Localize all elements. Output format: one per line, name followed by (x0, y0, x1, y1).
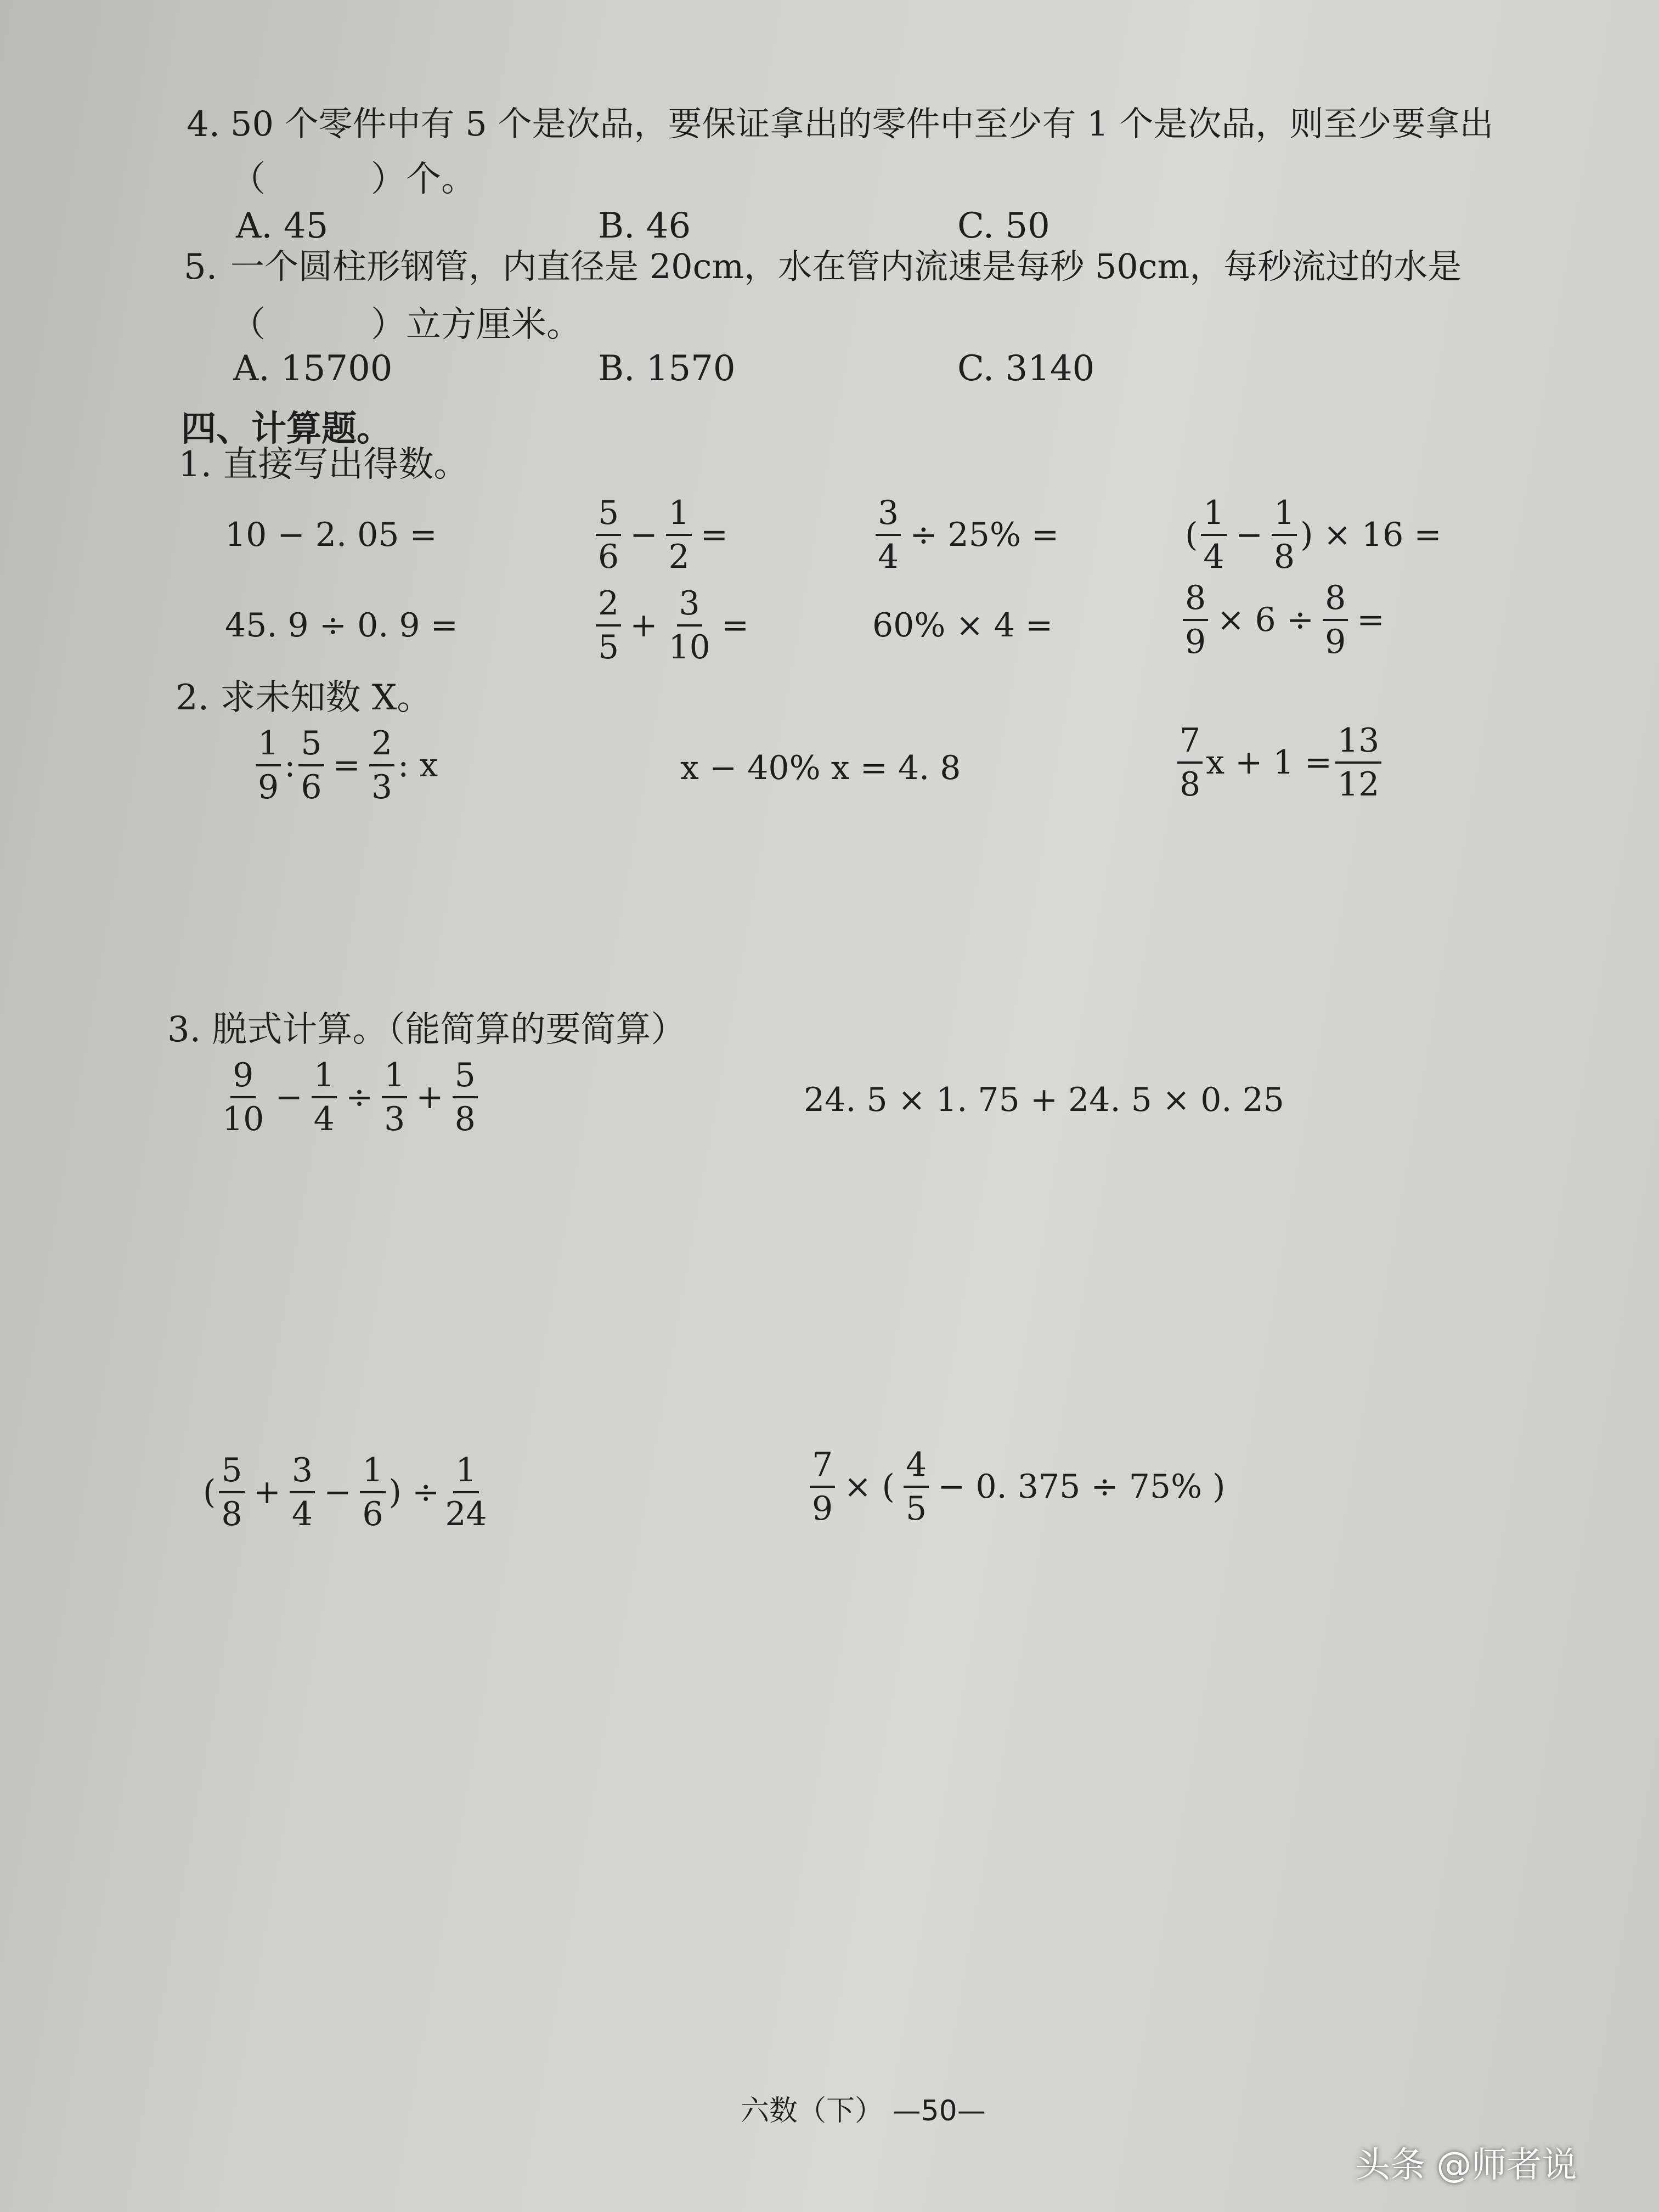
fraction (360, 1451, 385, 1533)
question-5-option-b: B. 1570 (598, 348, 736, 389)
denominator: 12 (1337, 765, 1380, 804)
calc-1-8 (1180, 579, 1390, 661)
fraction (596, 494, 621, 576)
numerator: 2 (596, 587, 621, 627)
question-4-blank: （ ）个。 (230, 159, 476, 200)
numerator: 1 (1201, 496, 1226, 536)
equation-2-3 (1174, 721, 1385, 804)
calc-1-6 (592, 584, 754, 667)
fraction (1183, 579, 1208, 661)
calc-1-3 (872, 494, 1064, 576)
numerator: 3 (876, 496, 901, 536)
problem-3-2 (804, 1081, 1284, 1119)
fraction (1272, 494, 1297, 576)
numerator: 5 (219, 1454, 244, 1493)
question-4-option-b: B. 46 (598, 206, 691, 246)
open-paren: ( (203, 1473, 216, 1511)
close-paren-divide: ) ÷ (388, 1473, 440, 1511)
denominator: 9 (812, 1489, 833, 1528)
problem-3-2-text: 24. 5 × 1. 75 + 24. 5 × 0. 25 (804, 1081, 1284, 1119)
fraction (810, 1446, 835, 1528)
question-5-number: 5. (184, 247, 218, 287)
question-5-text: 一个圆柱形钢管，内直径是 20cm，水在管内流速是每秒 50cm，每秒流过的水是 (230, 246, 1462, 286)
numerator: 5 (453, 1059, 478, 1098)
equation-2-2-text: x − 40% x = 4. 8 (680, 749, 961, 787)
fraction (876, 494, 901, 576)
fraction (596, 584, 621, 667)
expression-rest: ) × 16 = (1300, 516, 1442, 554)
calc-1-4 (1185, 494, 1442, 576)
operator: − (324, 1473, 352, 1511)
fraction (904, 1446, 929, 1528)
denominator: 8 (1273, 538, 1295, 576)
question-5-option-c: C. 3140 (957, 348, 1095, 389)
equals-sign: = (1357, 601, 1385, 639)
fraction (443, 1451, 489, 1533)
operator: + (253, 1473, 281, 1511)
denominator: 6 (301, 768, 322, 806)
section-4-title: 四、计算题。 (181, 409, 392, 449)
numerator: 9 (230, 1059, 256, 1098)
operator: − (1235, 516, 1263, 554)
denominator: 4 (878, 538, 899, 576)
expression-rest: ÷ 25% = (910, 516, 1059, 554)
open-paren: ( (1185, 516, 1198, 554)
question-5-blank: （ ）立方厘米。 (230, 304, 582, 345)
problem-3-3 (203, 1451, 493, 1533)
denominator: 4 (1203, 538, 1224, 576)
numerator: 3 (677, 587, 702, 627)
equation-2-2 (680, 749, 961, 787)
fraction (220, 1056, 266, 1138)
question-4-option-c: C. 50 (957, 206, 1050, 246)
numerator: 1 (360, 1454, 385, 1493)
fraction (1177, 721, 1203, 804)
denominator: 6 (598, 538, 619, 576)
calc-1-1-text: 10 − 2. 05 = (225, 516, 437, 554)
denominator: 4 (291, 1495, 313, 1533)
calc-1-7 (872, 606, 1053, 645)
numerator: 1 (1272, 496, 1297, 536)
fraction (219, 1451, 244, 1533)
denominator: 8 (454, 1100, 476, 1138)
question-4-text: 50 个零件中有 5 个是次品，要保证拿出的零件中至少有 1 个是次品，则至少要拿出 (230, 104, 1494, 144)
equals-sign: = (332, 746, 360, 785)
fraction (369, 724, 394, 806)
numerator: 7 (810, 1448, 835, 1488)
operator: + (416, 1078, 444, 1116)
page-footer: 六数（下） —50— (741, 2095, 986, 2128)
part-2-title: 2. 求未知数 X。 (176, 678, 432, 718)
numerator: 5 (298, 727, 324, 766)
numerator: 4 (904, 1448, 929, 1488)
numerator: 1 (382, 1059, 407, 1098)
fraction (1335, 721, 1381, 804)
denominator: 8 (1180, 765, 1201, 804)
denominator: 6 (362, 1495, 383, 1533)
calc-1-1 (225, 516, 437, 554)
operator: + (630, 606, 658, 645)
expression-middle: × ( (844, 1468, 895, 1506)
question-4-option-a: A. 45 (236, 206, 329, 246)
fraction (1323, 579, 1348, 661)
denominator: 9 (258, 768, 279, 806)
ratio-rest: : x (398, 746, 438, 785)
equals-sign: = (721, 606, 749, 645)
numerator: 1 (666, 496, 691, 536)
numerator: 1 (312, 1059, 337, 1098)
operator: − (630, 516, 658, 554)
denominator: 9 (1325, 623, 1346, 661)
fraction (666, 494, 691, 576)
fraction (453, 1056, 478, 1138)
denominator: 10 (668, 628, 710, 667)
fraction (382, 1056, 407, 1138)
expression-middle: × 6 ÷ (1217, 601, 1314, 639)
expression-rest: − 0. 375 ÷ 75% ) (938, 1468, 1226, 1506)
denominator: 8 (221, 1495, 242, 1533)
ratio-colon: : (284, 746, 296, 785)
expression-middle: x + 1 = (1206, 743, 1332, 782)
numerator: 8 (1323, 582, 1348, 621)
numerator: 5 (596, 496, 621, 536)
denominator: 24 (445, 1495, 487, 1533)
numerator: 7 (1177, 724, 1203, 764)
equals-sign: = (700, 516, 728, 554)
denominator: 4 (313, 1100, 335, 1138)
operator: ÷ (345, 1078, 374, 1116)
part-1-title: 1. 直接写出得数。 (178, 444, 469, 485)
denominator: 5 (905, 1489, 927, 1528)
numerator: 3 (290, 1454, 315, 1493)
calc-1-5 (225, 606, 458, 645)
fraction (290, 1451, 315, 1533)
problem-3-4 (806, 1446, 1231, 1528)
calc-1-5-text: 45. 9 ÷ 0. 9 = (225, 606, 458, 645)
question-5-option-a: A. 15700 (233, 348, 393, 389)
calc-1-2 (592, 494, 733, 576)
denominator: 3 (384, 1100, 405, 1138)
denominator: 2 (668, 538, 690, 576)
fraction (298, 724, 324, 806)
part-3-title: 3. 脱式计算。（能简算的要简算） (167, 1009, 686, 1050)
numerator: 1 (453, 1454, 478, 1493)
problem-3-1 (217, 1056, 481, 1138)
watermark-label: 头条 @师者说 (1355, 2145, 1577, 2186)
numerator: 8 (1183, 582, 1208, 621)
denominator: 9 (1185, 623, 1206, 661)
numerator: 1 (256, 727, 281, 766)
question-4-number: 4. (187, 104, 221, 145)
fraction (666, 584, 712, 667)
operator: − (275, 1078, 303, 1116)
fraction (256, 724, 281, 806)
calc-1-7-text: 60% × 4 = (872, 606, 1053, 645)
fraction (1201, 494, 1226, 576)
denominator: 10 (222, 1100, 264, 1138)
fraction (312, 1056, 337, 1138)
denominator: 5 (598, 628, 619, 667)
denominator: 3 (371, 768, 393, 806)
numerator: 13 (1335, 724, 1381, 764)
equation-2-1 (252, 724, 438, 806)
numerator: 2 (369, 727, 394, 766)
